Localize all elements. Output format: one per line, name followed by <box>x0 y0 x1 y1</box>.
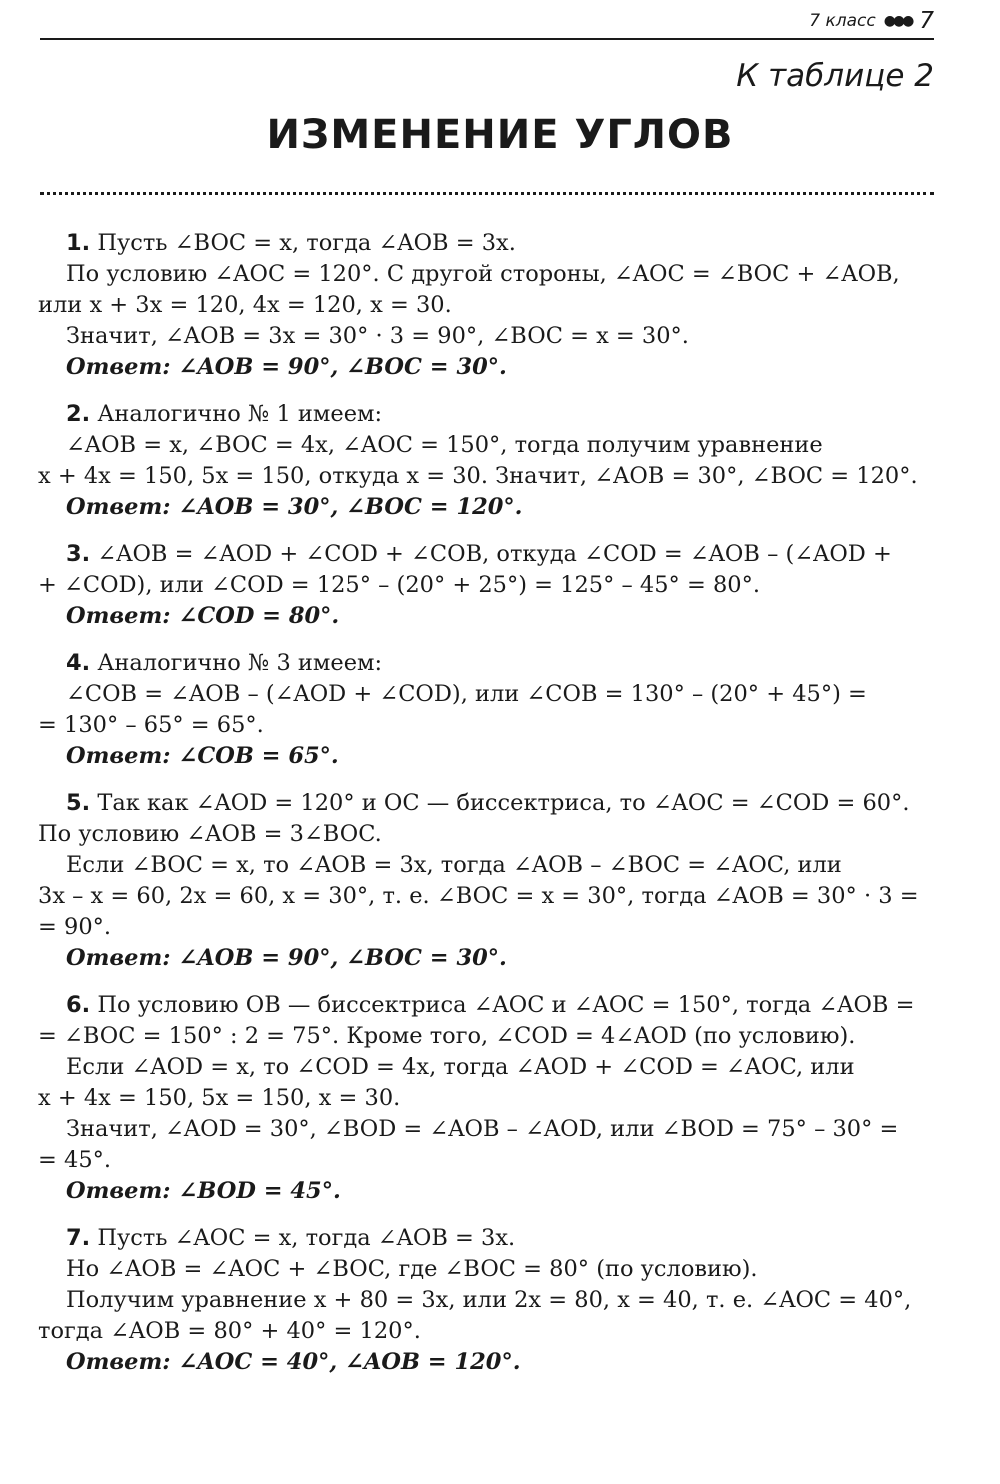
problem-number: 2. <box>66 401 91 427</box>
problem-4 <box>38 648 934 772</box>
problem-text: x + 4x = 150, 5x = 150, x = 30. <box>38 1085 401 1111</box>
answer-label: Ответ: <box>66 945 171 971</box>
problem-number: 5. <box>66 790 91 816</box>
problem-text: Аналогично № 3 имеем: <box>97 650 383 676</box>
problem-text: x + 4x = 150, 5x = 150, откуда x = 30. Значит, ∠AOB = 30°, ∠BOC = 120°. <box>38 463 918 489</box>
problem-number: 7. <box>66 1225 91 1251</box>
answer-label: Ответ: <box>66 354 171 380</box>
answer-value: ∠COD = 80°. <box>178 603 340 629</box>
problem-text: По условию ∠AOB = 3∠BOC. <box>38 821 382 847</box>
problem-7 <box>38 1223 934 1378</box>
answer-value: ∠COB = 65°. <box>178 743 339 769</box>
problem-number: 3. <box>66 541 91 567</box>
header-rule <box>40 38 934 40</box>
answer-label: Ответ: <box>66 603 171 629</box>
answer-value: ∠AOB = 90°, ∠BOC = 30°. <box>178 945 507 971</box>
running-header <box>809 8 934 34</box>
problem-text: Пусть ∠AOC = x, тогда ∠AOB = 3x. <box>97 1225 516 1251</box>
problem-text: = 90°. <box>38 914 112 940</box>
answer-value: ∠BOD = 45°. <box>178 1178 341 1204</box>
answer-value: ∠AOC = 40°, ∠AOB = 120°. <box>178 1349 521 1375</box>
problem-text: Аналогично № 1 имеем: <box>97 401 383 427</box>
problem-text: Так как ∠AOD = 120° и OC — биссектриса, то ∠AOC = ∠COD = 60°. <box>97 790 910 816</box>
answer-label: Ответ: <box>66 494 171 520</box>
problem-number: 4. <box>66 650 91 676</box>
problem-text: ∠COB = ∠AOB – (∠AOD + ∠COD), или ∠COB = 130° – (20° + 45°) = <box>66 681 867 707</box>
dots-ornament-icon: ●●● <box>883 13 912 29</box>
answer <box>38 1176 934 1207</box>
problem-text: Получим уравнение x + 80 = 3x, или 2x = 80, x = 40, т. е. ∠AOC = 40°, <box>66 1287 912 1313</box>
problem-text: = 130° – 65° = 65°. <box>38 712 264 738</box>
section-label: К таблице 2 <box>736 58 934 94</box>
problem-3 <box>38 539 934 632</box>
answer-label: Ответ: <box>66 743 171 769</box>
answer <box>38 601 934 632</box>
problem-text: + ∠COD), или ∠COD = 125° – (20° + 25°) = 125° – 45° = 80°. <box>38 572 760 598</box>
problem-2 <box>38 399 934 523</box>
problem-text: = 45°. <box>38 1147 112 1173</box>
page-title: ИЗМЕНЕНИЕ УГЛОВ <box>266 112 734 158</box>
grade-label: 7 класс <box>809 11 876 31</box>
answer <box>38 492 934 523</box>
problem-text: Значит, ∠AOD = 30°, ∠BOD = ∠AOB – ∠AOD, или ∠BOD = 75° – 30° = <box>66 1116 899 1142</box>
solutions-body <box>38 228 934 1394</box>
problem-1 <box>38 228 934 383</box>
problem-text: По условию OB — биссектриса ∠AOC и ∠AOC = 150°, тогда ∠AOB = <box>97 992 915 1018</box>
problem-text: Если ∠BOC = x, то ∠AOB = 3x, тогда ∠AOB – ∠BOC = ∠AOC, или <box>66 852 842 878</box>
problem-text: Пусть ∠BOC = x, тогда ∠AOB = 3x. <box>97 230 516 256</box>
problem-5 <box>38 788 934 974</box>
problem-text: Но ∠AOB = ∠AOC + ∠BOC, где ∠BOC = 80° (по условию). <box>66 1256 758 1282</box>
problem-number: 6. <box>66 992 91 1018</box>
answer <box>38 943 934 974</box>
answer-label: Ответ: <box>66 1178 171 1204</box>
problem-text: ∠AOB = x, ∠BOC = 4x, ∠AOC = 150°, тогда получим уравнение <box>66 432 823 458</box>
problem-6 <box>38 990 934 1207</box>
problem-text: ∠AOB = ∠AOD + ∠COD + ∠COB, откуда ∠COD = ∠AOB – (∠AOD + <box>97 541 892 567</box>
problem-number: 1. <box>66 230 91 256</box>
problem-text: 3x – x = 60, 2x = 60, x = 30°, т. е. ∠BOC = x = 30°, тогда ∠AOB = 30° · 3 = <box>38 883 919 909</box>
answer <box>38 352 934 383</box>
problem-text: По условию ∠AOC = 120°. С другой стороны, ∠AOC = ∠BOC + ∠AOB, <box>66 261 900 287</box>
problem-text: или x + 3x = 120, 4x = 120, x = 30. <box>38 292 452 318</box>
dotted-divider <box>40 192 934 195</box>
answer <box>38 1347 934 1378</box>
problem-text: тогда ∠AOB = 80° + 40° = 120°. <box>38 1318 421 1344</box>
problem-text: Значит, ∠AOB = 3x = 30° · 3 = 90°, ∠BOC = x = 30°. <box>66 323 689 349</box>
problem-text: = ∠BOC = 150° : 2 = 75°. Кроме того, ∠COD = 4∠AOD (по условию). <box>38 1023 856 1049</box>
answer-label: Ответ: <box>66 1349 171 1375</box>
page-number: 7 <box>919 8 934 34</box>
answer-value: ∠AOB = 30°, ∠BOC = 120°. <box>178 494 523 520</box>
problem-text: Если ∠AOD = x, то ∠COD = 4x, тогда ∠AOD + ∠COD = ∠AOC, или <box>66 1054 855 1080</box>
answer <box>38 741 934 772</box>
answer-value: ∠AOB = 90°, ∠BOC = 30°. <box>178 354 507 380</box>
